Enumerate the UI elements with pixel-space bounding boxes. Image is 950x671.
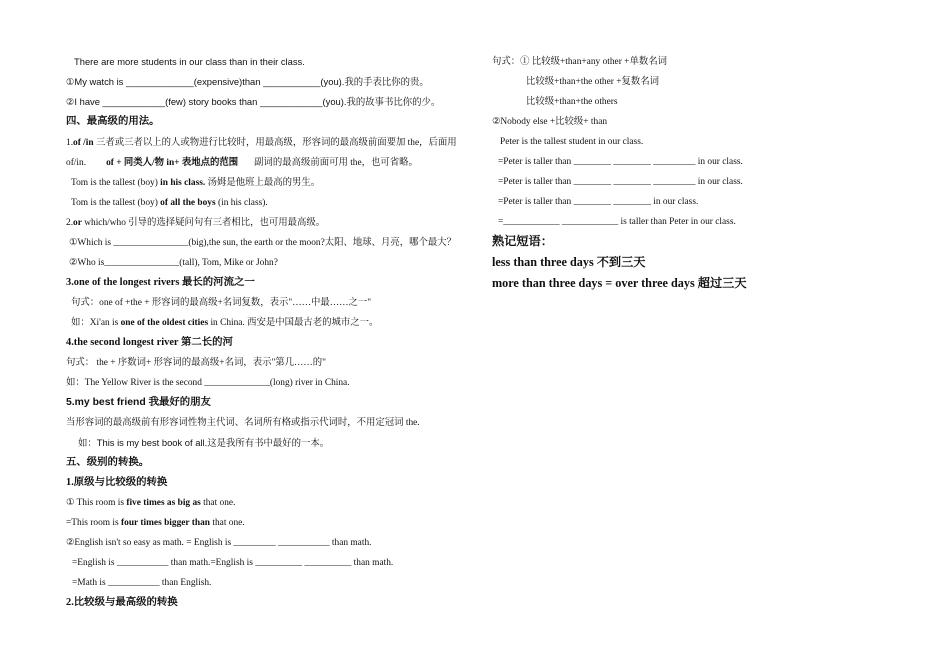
rule-number: 2. — [66, 218, 74, 228]
pattern-1c: 比较级+than+the others — [526, 97, 618, 107]
heading-positive-comparative: 1.原级与比较级的转换 — [66, 477, 168, 488]
example-text: Tom is the tallest (boy) — [71, 198, 161, 208]
exercise-peter-2: =Peter is taller than ________ ________ _________ in our class. — [498, 177, 743, 187]
phrase-less-than: less than three days 不到三天 — [492, 255, 646, 269]
exercise-2: ②I have ____________(few) story books than ____________(you).我的故事书比你的少。 — [66, 96, 441, 107]
pattern-1b: 比较级+than+the other +复数名词 — [526, 77, 660, 87]
example-text: 汤姆是他班上最高的男生。 — [205, 178, 321, 188]
pattern-one-of: 句式：one of +the + 形容词的最高级+名词复数，表示"……中最……之一" — [71, 298, 372, 308]
exercise-1: ①My watch is _____________(expensive)than ___________(you).我的手表比你的贵。 — [66, 76, 429, 87]
exercise-math: =Math is ___________ than English. — [72, 578, 212, 588]
example-text: =This room is — [66, 518, 122, 528]
exercise-english-2: =English is ___________ than math.=English is __________ __________ than math. — [72, 558, 394, 568]
exercise-which: ①Which is ________________(big),the sun, the earth or the moon?太阳、地球、月亮，哪个最大？ — [69, 238, 457, 248]
exercise-peter-1: =Peter is taller than ________ ________ _________ in our class. — [498, 157, 743, 167]
example-tom-1 — [71, 177, 320, 189]
exercise-english-1: ②English isn't so easy as math. = English is _________ ___________ than math. — [66, 538, 372, 548]
phrase-more-than: more than three days = over three days 超过三天 — [492, 276, 747, 290]
pattern-ordinal: 句式： the + 序数词+ 形容词的最高级+名词，表示"第几……的" — [66, 358, 326, 368]
example-text: that one. — [210, 518, 245, 528]
heading-phrases: 熟记短语： — [492, 234, 553, 248]
rule-text: 三者或三者以上的人或物进行比较时，用最高级，形容词的最高级前面要加 the，后面用 — [93, 138, 457, 148]
rule-2 — [66, 217, 325, 229]
rule-text: of/in. — [66, 158, 87, 168]
example-text: 如：Xi'an is — [71, 318, 121, 328]
rule-1-line-2 — [66, 157, 418, 169]
rule-keyword: of + 同类人/物 in+ 表地点的范围 — [106, 158, 239, 168]
rule-keyword: of /in — [73, 138, 94, 148]
heading-second-longest: 4.the second longest river 第二长的河 — [66, 337, 233, 348]
example-text: ① This room is — [66, 498, 127, 508]
rule-number: 1. — [66, 138, 74, 148]
exercise-yellow-river: 如：The Yellow River is the second ______________(long) river in China. — [66, 378, 350, 388]
example-text: (in his class). — [215, 198, 268, 208]
exercise-peter-3: =Peter is taller than ________ ________ in our class. — [498, 197, 699, 207]
example-room-1 — [66, 497, 235, 509]
rule-keyword: or — [73, 218, 82, 228]
example-room-2 — [66, 517, 245, 529]
heading-comparative-superlative: 2.比较级与最高级的转换 — [66, 597, 178, 608]
heading-best-friend: 5.my best friend 我最好的朋友 — [66, 397, 211, 408]
section-heading-superlative: 四、最高级的用法。 — [66, 116, 160, 127]
rule-1-line-1 — [66, 137, 457, 149]
example-keyword: one of the oldest cities — [120, 318, 209, 328]
example-keyword: of all the boys — [160, 198, 216, 208]
example-text: that one. — [200, 498, 236, 508]
section-heading-conversion: 五、级别的转换。 — [66, 457, 150, 468]
example-peter: Peter is the tallest student in our class. — [500, 137, 644, 147]
pattern-1: 句式：① 比较级+than+any other +单数名词 — [492, 57, 667, 67]
exercise-peter-4: =____________ ____________ is taller than Peter in our class. — [498, 217, 736, 227]
rule-no-article: 当形容词的最高级前有形容词性物主代词、名词所有格或指示代词时，不用定冠词 the. — [66, 418, 420, 428]
example-keyword: four times bigger than — [121, 518, 211, 528]
example-text: in China. 西安是中国最古老的城市之一。 — [208, 318, 379, 328]
example-xian — [71, 317, 378, 329]
exercise-who: ②Who is________________(tall), Tom, Mike or John? — [69, 258, 278, 268]
example-keyword: in his class. — [160, 178, 206, 188]
rule-text: 副词的最高级前面可用 the，也可省略。 — [254, 158, 418, 168]
heading-one-of: 3.one of the longest rivers 最长的河流之一 — [66, 277, 255, 288]
example-sentence: There are more students in our class than in their class. — [74, 56, 305, 67]
pattern-2: ②Nobody else +比较级+ than — [492, 117, 608, 127]
rule-text: which/who 引导的选择疑问句有三者相比，也可用最高级。 — [81, 218, 326, 228]
example-text: Tom is the tallest (boy) — [71, 178, 161, 188]
example-tom-2 — [71, 197, 268, 209]
example-best-book: 如：This is my best book of all.这是我所有书中最好的一本。 — [78, 437, 330, 448]
example-keyword: five times as big as — [126, 498, 201, 508]
